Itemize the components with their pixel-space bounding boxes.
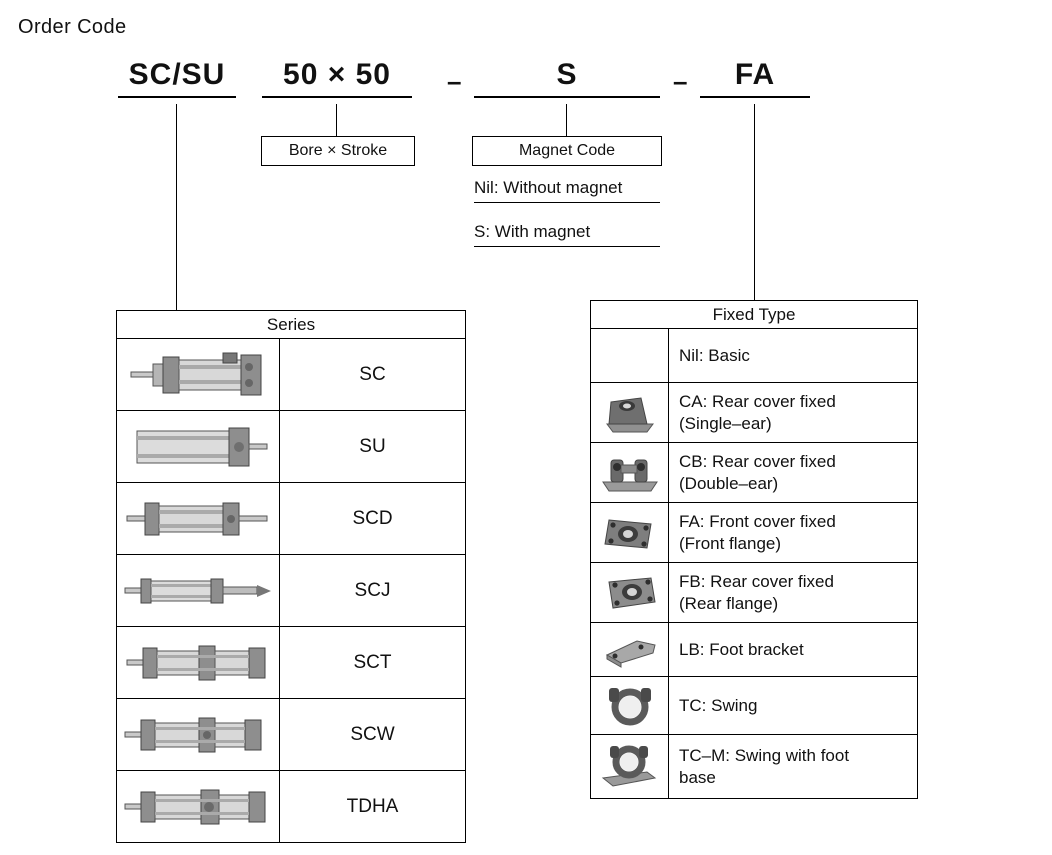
- fixed-type-label-line1: CB: Rear cover fixed: [679, 452, 836, 472]
- series-label: SCW: [350, 723, 395, 745]
- bracket-fb-image: [591, 563, 669, 622]
- connector-bore-stroke: [336, 104, 337, 137]
- table-row: [117, 771, 465, 843]
- cylinder-sc-image: [117, 339, 280, 410]
- fixed-type-label-line2: (Rear flange): [679, 593, 779, 613]
- magnet-note-nil: Nil: Without magnet: [474, 178, 660, 203]
- cylinder-su-image: [117, 411, 280, 482]
- table-row: [591, 563, 917, 623]
- order-code-fixed-type: FA: [700, 58, 810, 98]
- tag-bore-stroke: Bore × Stroke: [261, 136, 415, 166]
- table-row: [591, 677, 917, 735]
- fixed-type-no-image: [591, 329, 669, 382]
- bracket-tc-image: [591, 677, 669, 734]
- connector-series: [176, 104, 177, 310]
- fixed-type-label-line1: LB: Foot bracket: [679, 639, 804, 659]
- bracket-ca-image: [591, 383, 669, 442]
- table-row: [117, 699, 465, 771]
- order-code-magnet: S: [474, 58, 660, 98]
- series-table: [116, 310, 466, 843]
- fixed-type-label-line1: FA: Front cover fixed: [679, 512, 836, 532]
- table-row: [117, 339, 465, 411]
- table-row: [591, 383, 917, 443]
- table-row: [117, 483, 465, 555]
- connector-fixed-type: [754, 104, 755, 300]
- series-label: SCT: [353, 651, 392, 673]
- page-title: Order Code: [18, 16, 127, 38]
- fixed-type-label-line2: (Single–ear): [679, 413, 772, 433]
- series-label: SCJ: [354, 579, 391, 601]
- fixed-type-table-header: Fixed Type: [591, 301, 917, 329]
- tag-magnet-code: Magnet Code: [472, 136, 662, 166]
- cylinder-sct-image: [117, 627, 280, 698]
- fixed-type-label-line1: CA: Rear cover fixed: [679, 392, 836, 412]
- fixed-type-label-line1: Nil: Basic: [679, 345, 750, 365]
- series-table-header: Series: [117, 311, 465, 339]
- bracket-fa-image: [591, 503, 669, 562]
- cylinder-scw-image: [117, 699, 280, 770]
- order-code-dash-2: –: [673, 66, 688, 96]
- cylinder-scj-image: [117, 555, 280, 626]
- magnet-note-s: S: With magnet: [474, 222, 660, 247]
- series-label: SC: [359, 363, 386, 385]
- connector-magnet: [566, 104, 567, 137]
- fixed-type-label-line2: (Front flange): [679, 533, 782, 553]
- fixed-type-label-line2: (Double–ear): [679, 473, 779, 493]
- table-row: [591, 443, 917, 503]
- table-row: [591, 503, 917, 563]
- order-code-dash-1: –: [447, 66, 462, 96]
- order-code-bore-stroke: 50 × 50: [262, 58, 412, 98]
- fixed-type-label-line1: TC–M: Swing with foot: [679, 746, 850, 766]
- cylinder-tdha-image: [117, 771, 280, 842]
- table-row: [117, 555, 465, 627]
- bracket-lb-image: [591, 623, 669, 676]
- cylinder-scd-image: [117, 483, 280, 554]
- table-row: [591, 623, 917, 677]
- table-row: [117, 627, 465, 699]
- series-label: SCD: [352, 507, 393, 529]
- table-row: [591, 735, 917, 799]
- series-label: SU: [359, 435, 386, 457]
- fixed-type-label-line1: TC: Swing: [679, 695, 758, 715]
- order-code-row: [0, 58, 1052, 108]
- fixed-type-label-line1: FB: Rear cover fixed: [679, 572, 834, 592]
- fixed-type-label-line2: base: [679, 767, 716, 787]
- bracket-cb-image: [591, 443, 669, 502]
- series-label: TDHA: [346, 795, 399, 817]
- order-code-series: SC/SU: [118, 58, 236, 98]
- bracket-tcm-image: [591, 735, 669, 798]
- table-row: [117, 411, 465, 483]
- table-row: [591, 329, 917, 383]
- fixed-type-table: [590, 300, 918, 799]
